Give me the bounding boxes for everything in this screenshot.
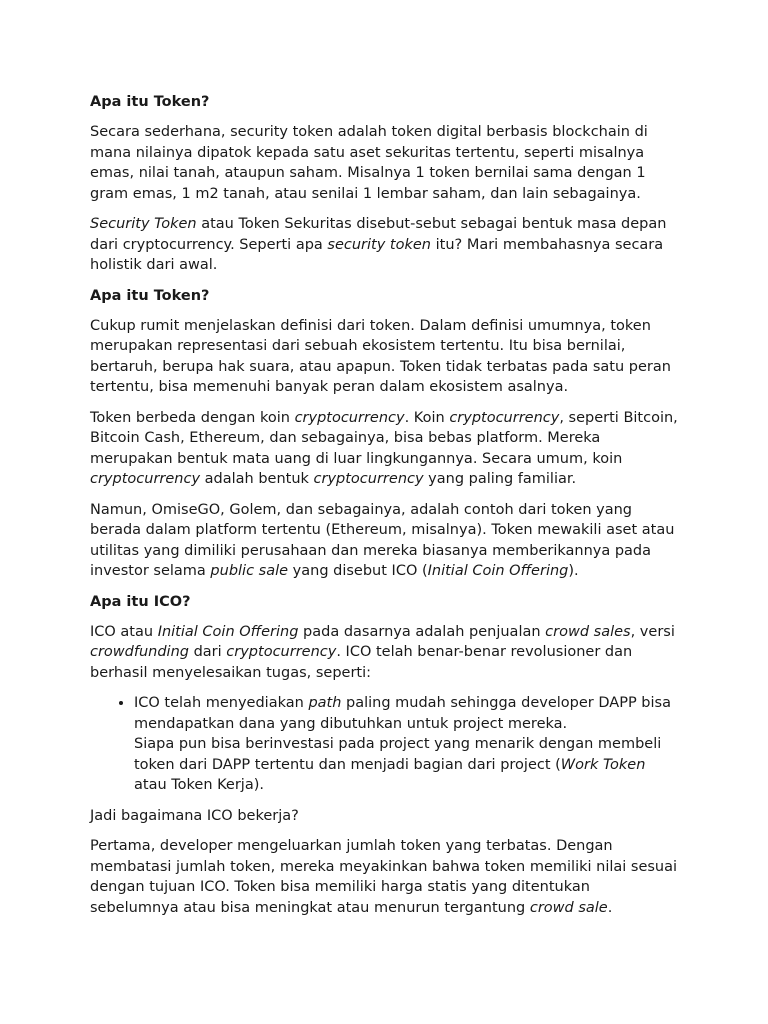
paragraph (90, 806, 682, 827)
text-run: paling mudah sehingga developer DAPP bisa mendapatkan dana yang dibutuhkan untuk project mereka. (134, 695, 671, 732)
text-run-italic: cryptocurrency (294, 409, 405, 426)
text-run: Token berbeda dengan koin (90, 409, 295, 426)
paragraph (90, 214, 682, 276)
text-run: . Koin (404, 409, 450, 426)
text-run: ICO telah menyediakan (134, 695, 309, 711)
text-run: Jadi bagaimana ICO bekerja? (90, 807, 299, 824)
text-run-italic: cryptocurrency (90, 471, 201, 487)
bullet-list (90, 693, 682, 796)
text-run: Siapa pun bisa berinvestasi pada project yang menarik dengan membeli token dari DAPP tertentu dan menjadi bagian dari project ( (134, 736, 662, 773)
text-run-italic: cryptocurrency (226, 644, 337, 660)
paragraph (90, 622, 682, 684)
text-run: Cukup rumit menjelaskan definisi dari token. Dalam definisi umumnya, token merupakan representasi dari sebuah ekosistem tertentu. Itu bisa bernilai, bertaruh, berupa hak suara, atau apapun. Token tidak terbatas pada satu peran tertentu, bisa memenuhi banyak peran dalam ekosistem asalnya. (90, 317, 671, 395)
text-run: ). (568, 563, 579, 579)
text-run: yang paling familiar. (423, 471, 577, 487)
text-run-italic: security token (327, 236, 431, 253)
text-run: itu? Mari membahasnya secara holistik dari awal. (90, 236, 664, 273)
list-item-line (134, 734, 682, 796)
document-page (90, 92, 682, 928)
text-run: ICO atau (90, 623, 158, 640)
text-run: pada dasarnya adalah penjualan (298, 623, 546, 640)
text-run-italic: Initial Coin Offering (157, 623, 299, 640)
text-run: . ICO telah benar-benar revolusioner dan berhasil menyelesaikan tugas, seperti: (90, 644, 633, 681)
list-item (134, 693, 682, 796)
text-run: adalah bentuk (200, 471, 314, 487)
paragraph (90, 408, 682, 490)
paragraph (90, 500, 682, 582)
text-run: atau Token Kerja). (134, 777, 264, 793)
text-run: Pertama, developer mengeluarkan jumlah token yang terbatas. Dengan membatasi jumlah token, mereka meyakinkan bahwa token memiliki nilai sesuai dengan tujuan ICO. Token bisa memiliki harga statis yang ditentukan sebelumnya atau bisa meningkat atau menurun tergantung (90, 838, 678, 916)
text-run-italic: crowdfunding (90, 644, 189, 660)
text-run-italic: path (308, 695, 342, 711)
text-run-italic: crowd sales (545, 623, 631, 640)
paragraph (90, 316, 682, 398)
text-run: Namun, OmiseGO, Golem, dan sebagainya, adalah contoh dari token yang berada dalam platform tertentu (Ethereum, misalnya). Token mewakili aset atau utilitas yang dimiliki perusahaan dan mereka biasanya memberikannya pada investor selama (90, 501, 675, 579)
text-run: atau Token Sekuritas disebut-sebut sebagai bentuk masa depan dari cryptocurrency. Seperti apa (90, 216, 667, 253)
text-run-italic: public sale (210, 563, 289, 579)
text-run-italic: cryptocurrency (313, 471, 424, 487)
text-run: dari (188, 644, 227, 660)
paragraph (90, 836, 682, 918)
section-heading-ico: Apa itu ICO? (90, 593, 191, 610)
text-run: . (607, 899, 613, 916)
text-run-italic: Initial Coin Offering (427, 563, 569, 579)
text-run: , versi (630, 623, 675, 640)
text-run: yang disebut ICO ( (288, 563, 428, 579)
text-run: Secara sederhana, security token adalah token digital berbasis blockchain di mana nilainya dipatok kepada satu aset sekuritas tertentu, seperti misalnya emas, nilai tanah, ataupun saham. Misalnya 1 token bernilai sama dengan 1 gram emas, 1 m2 tanah, atau senilai 1 lembar saham, dan lain sebagainya. (90, 124, 648, 202)
section-heading-token-1: Apa itu Token? (90, 94, 210, 110)
text-run-italic: cryptocurrency (449, 409, 560, 426)
list-item-line (134, 693, 682, 734)
text-run-italic: Security Token (90, 216, 197, 232)
text-run-italic: Work Token (560, 756, 646, 773)
paragraph (90, 122, 682, 204)
section-heading-token-2: Apa itu Token? (90, 287, 210, 304)
text-run-italic: crowd sale (529, 899, 608, 916)
text-run: , seperti Bitcoin, Bitcoin Cash, Ethereum, dan sebagainya, bisa bebas platform. Mereka merupakan bentuk mata uang di luar lingkungannya. Secara umum, koin (90, 409, 678, 467)
